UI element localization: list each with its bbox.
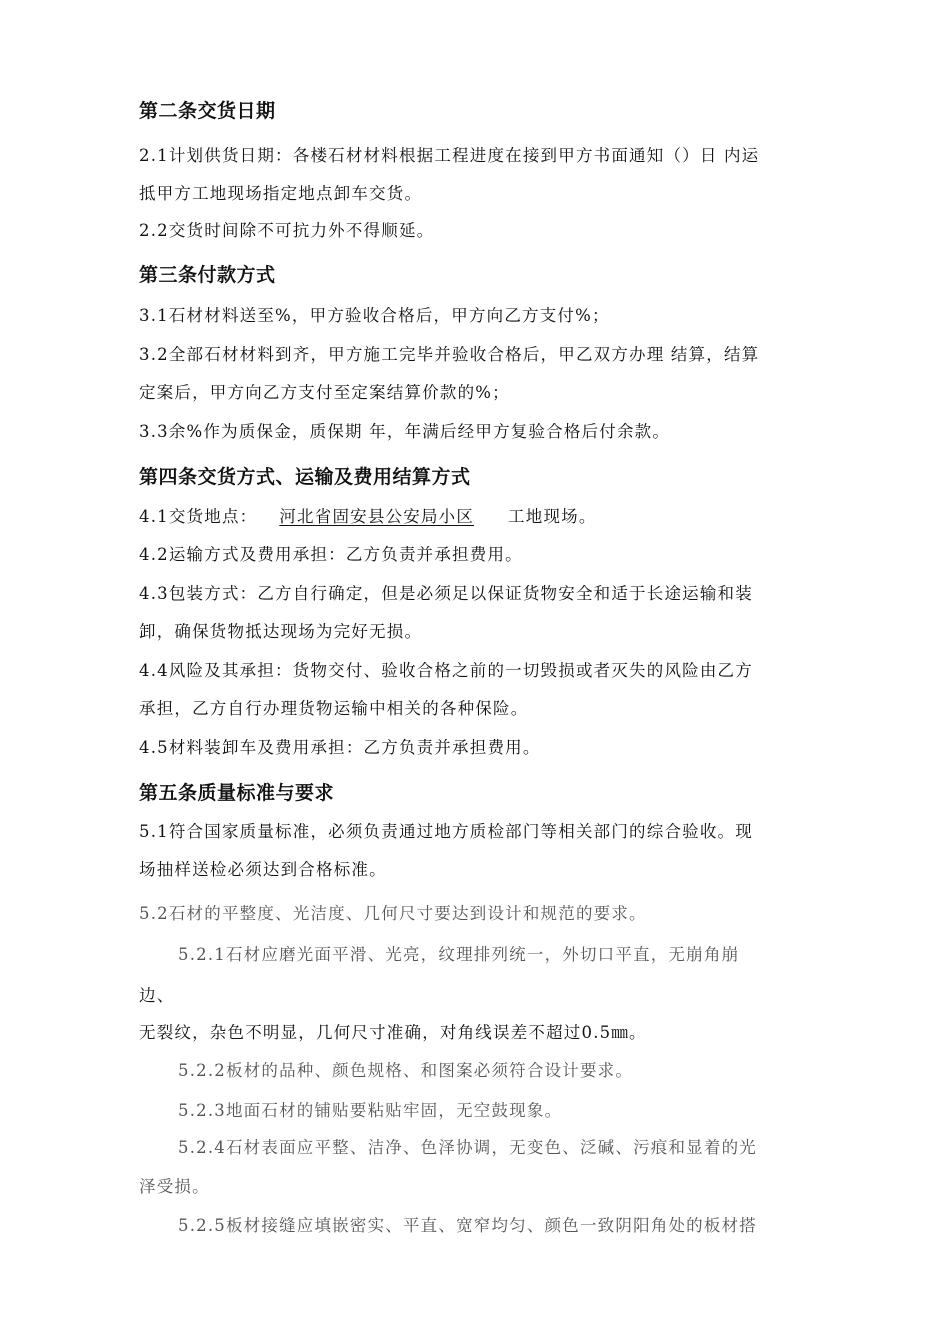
paragraph-line: 4.5材料装卸车及费用承担：乙方负责并承担费用。 bbox=[139, 738, 541, 757]
paragraph-line: 5.2.4石材表面应平整、洁净、色泽协调，无变色、泛碱、污痕和显着的光 bbox=[178, 1138, 757, 1157]
paragraph-line: 抵甲方工地现场指定地点卸车交货。 bbox=[139, 184, 423, 203]
delivery-location-suffix: 工地现场。 bbox=[508, 507, 597, 526]
paragraph-line: 边、 bbox=[139, 986, 175, 1005]
section-heading-2: 第二条交货日期 bbox=[139, 100, 276, 122]
section-heading-5: 第五条质量标准与要求 bbox=[139, 782, 335, 804]
paragraph-line: 卸，确保货物抵达现场为完好无损。 bbox=[139, 622, 423, 641]
delivery-location-label: 4.1交货地点： bbox=[139, 507, 258, 526]
paragraph-line: 无裂纹，杂色不明显，几何尺寸准确，对角线误差不超过0.5㎜。 bbox=[139, 1023, 647, 1042]
paragraph-line: 5.2.3地面石材的铺贴要粘贴牢固，无空鼓现象。 bbox=[178, 1101, 563, 1120]
paragraph-line: 5.1符合国家质量标准，必须负责通过地方质检部门等相关部门的综合验收。现 bbox=[139, 822, 753, 841]
paragraph-line: 场抽样送检必须达到合格标准。 bbox=[139, 860, 387, 879]
paragraph-line: 5.2.2板材的品种、颜色规格、和图案必须符合设计要求。 bbox=[178, 1061, 634, 1080]
paragraph-line: 5.2.1石材应磨光面平滑、光亮，纹理排列统一，外切口平直，无崩角崩 bbox=[178, 945, 740, 964]
section-heading-4: 第四条交货方式、运输及费用结算方式 bbox=[139, 466, 471, 488]
paragraph-line: 5.2.5板材接缝应填嵌密实、平直、宽窄均匀、颜色一致阴阳角处的板材搭 bbox=[178, 1216, 757, 1235]
paragraph-line: 4.2运输方式及费用承担：乙方负责并承担费用。 bbox=[139, 545, 523, 564]
paragraph-line: 3.2全部石材材料到齐，甲方施工完毕并验收合格后，甲乙双方办理 结算，结算 bbox=[139, 345, 760, 364]
paragraph-line: 2.1计划供货日期：各楼石材材料根据工程进度在接到甲方书面通知（）日 内运 bbox=[139, 146, 760, 165]
paragraph-line: 承担，乙方自行办理货物运输中相关的各种保险。 bbox=[139, 699, 529, 718]
paragraph-line: 泽受损。 bbox=[139, 1177, 210, 1196]
paragraph-line: 3.3余%作为质保金，质保期 年，年满后经甲方复验合格后付余款。 bbox=[139, 422, 671, 441]
paragraph-line: 3.1石材材料送至%，甲方验收合格后，甲方向乙方支付%； bbox=[139, 306, 610, 325]
paragraph-line: 4.4风险及其承担：货物交付、验收合格之前的一切毁损或者灭失的风险由乙方 bbox=[139, 661, 753, 680]
paragraph-line: 5.2石材的平整度、光洁度、几何尺寸要达到设计和规范的要求。 bbox=[139, 904, 647, 923]
paragraph-line: 定案后，甲方向乙方支付至定案结算价款的%； bbox=[139, 383, 510, 402]
paragraph-line: 2.2交货时间除不可抗力外不得顺延。 bbox=[139, 221, 435, 240]
delivery-location-line bbox=[139, 503, 597, 527]
section-heading-3: 第三条付款方式 bbox=[139, 264, 276, 286]
paragraph-line: 4.3包装方式：乙方自行确定，但是必须足以保证货物安全和适于长途运输和装 bbox=[139, 584, 753, 603]
delivery-location-value: 河北省固安县公安局小区 bbox=[279, 507, 475, 526]
